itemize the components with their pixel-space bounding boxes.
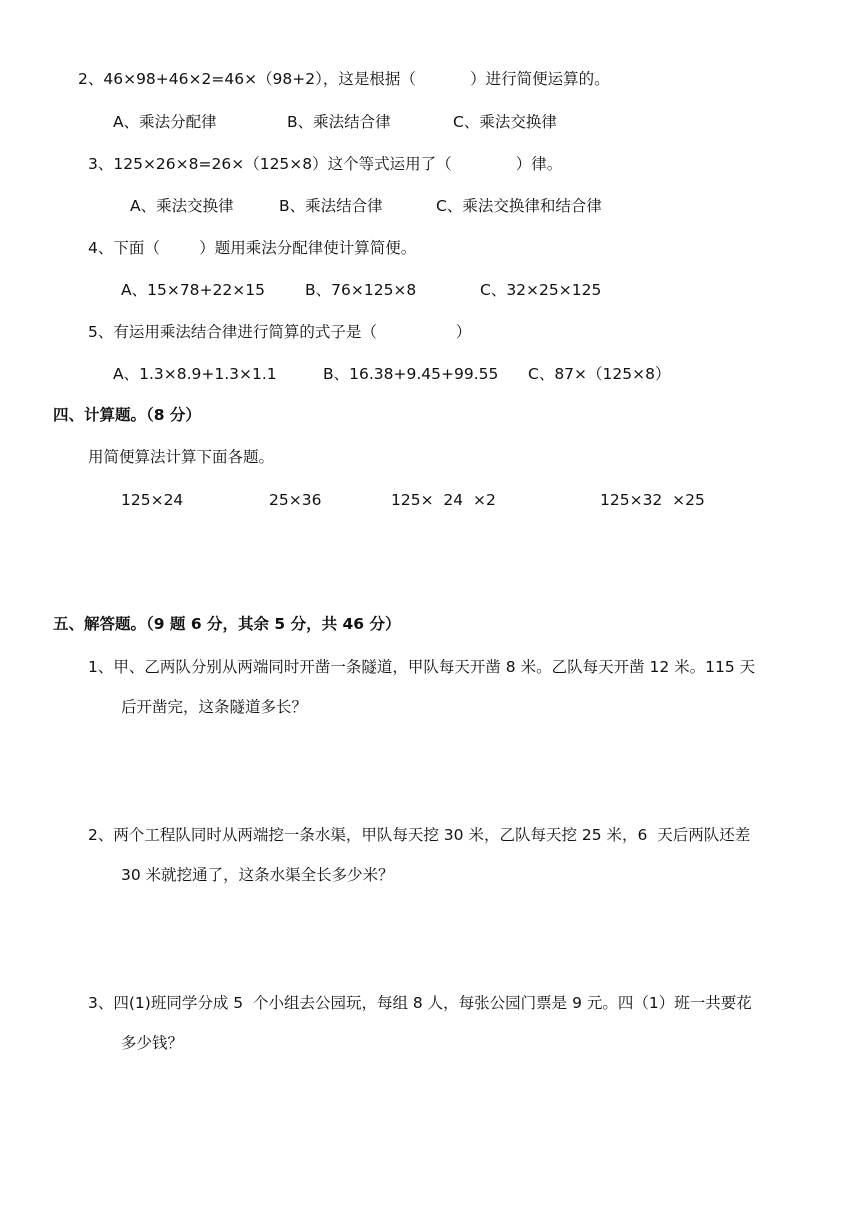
word-problem-3-line-2: 多少钱？ [121, 1034, 184, 1052]
question-5-option-a: A、1.3×8.9+1.3×1.1 [113, 365, 277, 383]
word-problem-3-line-1: 3、四(1)班同学分成 5 个小组去公园玩，每组 8 人，每张公园门票是 9 元。四（1）班一共要花 [88, 994, 752, 1012]
question-2-stem: 2、46×98+46×2=46×（98+2），这是根据（ ）进行简便运算的。 [78, 70, 610, 88]
question-2-option-a: A、乘法分配律 [113, 113, 217, 131]
question-4-option-b: B、76×125×8 [305, 281, 417, 299]
word-problem-1-line-1: 1、甲、乙两队分别从两端同时开凿一条隧道，甲队每天开凿 8 米。乙队每天开凿 12 米。115 天 [88, 658, 756, 676]
question-3-stem: 3、125×26×8=26×（125×8）这个等式运用了（ ）律。 [88, 155, 563, 173]
question-3-option-b: B、乘法结合律 [279, 197, 383, 215]
word-problem-2-line-1: 2、两个工程队同时从两端挖一条水渠，甲队每天挖 30 米，乙队每天挖 25 米，6 天后两队还差 [88, 826, 751, 844]
question-5-option-c: C、87×（125×8） [528, 365, 671, 383]
question-2-option-c: C、乘法交换律 [453, 113, 557, 131]
question-3-option-a: A、乘法交换律 [130, 197, 234, 215]
question-5-stem: 5、有运用乘法结合律进行简算的式子是（ ） [88, 323, 472, 341]
question-2-option-b: B、乘法结合律 [287, 113, 391, 131]
word-problem-2-line-2: 30 米就挖通了，这条水渠全长多少米？ [121, 866, 394, 884]
word-problem-1-line-2: 后开凿完，这条隧道多长？ [121, 698, 308, 716]
calc-problem-1: 125×24 [121, 491, 184, 509]
calc-problem-4: 125×32 ×25 [600, 491, 705, 509]
section-5-title: 五、解答题。（9 题 6 分，其余 5 分，共 46 分） [53, 615, 401, 633]
question-4-option-c: C、32×25×125 [480, 281, 602, 299]
question-4-stem: 4、下面（ ）题用乘法分配律使计算简便。 [88, 239, 417, 257]
question-3-option-c: C、乘法交换律和结合律 [436, 197, 602, 215]
calc-problem-2: 25×36 [269, 491, 322, 509]
section-4-instruction: 用简便算法计算下面各题。 [88, 448, 275, 466]
question-4-option-a: A、15×78+22×15 [121, 281, 265, 299]
section-4-title: 四、计算题。（8 分） [53, 406, 201, 424]
calc-problem-3: 125× 24 ×2 [391, 491, 496, 509]
question-5-option-b: B、16.38+9.45+99.55 [323, 365, 499, 383]
